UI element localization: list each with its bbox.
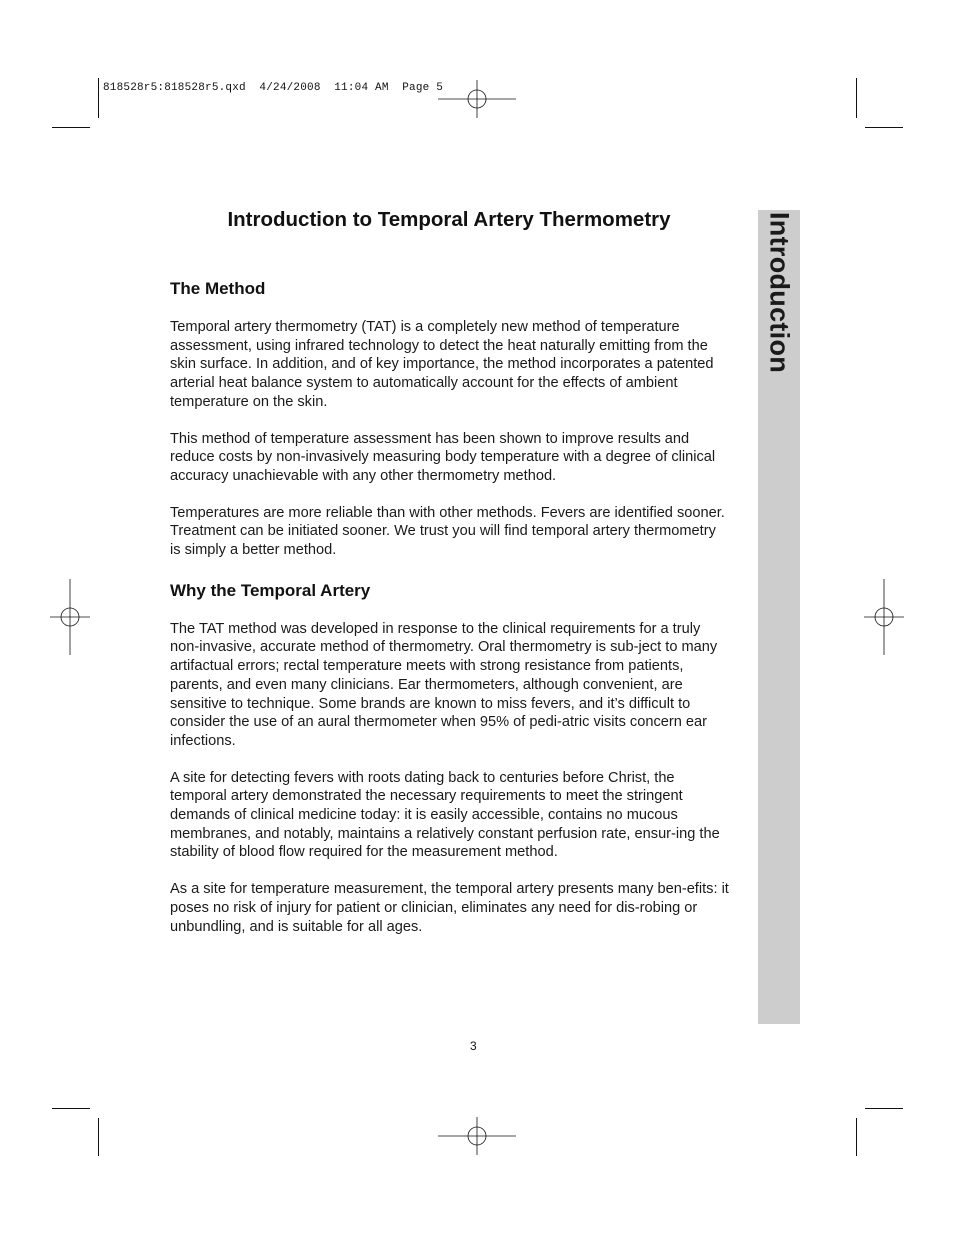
crop-mark-bottom-left-horizontal (52, 1108, 90, 1109)
registration-mark-top-icon (438, 78, 516, 118)
registration-mark-left-icon (50, 579, 90, 655)
crop-mark-bottom-left-vertical (98, 1118, 99, 1156)
crop-mark-bottom-right-vertical (856, 1118, 857, 1156)
why-paragraph-3: As a site for temperature measurement, the temporal artery presents many ben-efits: it poses no risk of injury for patient or clinician, eliminates any need for dis-robing or unbundling, and is suitable for all ages. (170, 881, 729, 935)
crop-mark-top-right-horizontal (865, 127, 903, 128)
crop-mark-top-left-horizontal (52, 127, 90, 128)
main-content (170, 206, 730, 936)
registration-mark-bottom-icon (438, 1117, 516, 1157)
crop-mark-bottom-right-horizontal (865, 1108, 903, 1109)
method-paragraph-2: This method of temperature assessment has been shown to improve results and reduce costs by non-invasively measuring body temperature with a degree of clinical accuracy unachievable with any other thermometry method. (170, 430, 716, 484)
registration-mark-right-icon (864, 579, 904, 655)
crop-mark-top-right-vertical (856, 78, 857, 118)
page-title: Introduction to Temporal Artery Thermometry (227, 208, 671, 231)
chapter-side-tab-label: Introduction (764, 212, 795, 374)
print-slug-line: 818528r5:818528r5.qxd 4/24/2008 11:04 AM Page 5 (103, 82, 444, 94)
section-heading-the-method: The Method (170, 279, 266, 298)
why-paragraph-2: A site for detecting fevers with roots dating back to centuries before Christ, the temporal artery demonstrated the necessary requirements to meet the stringent demands of clinical medicine today: it is easily accessible, contains no mucous membranes, and notably, maintains a relatively constant perfusion rate, ensur-ing the stability of blood flow required for the measurement method. (170, 769, 720, 861)
page-number: 3 (470, 1039, 477, 1053)
why-paragraph-1: The TAT method was developed in response to the clinical requirements for a truly non-invasive, accurate method of thermometry. Oral thermometry is sub-ject to many artifactual errors; rectal temperature meets with strong resistance from patients, parents, and even many clinicians. Ear thermometers, although convenient, are sensitive to technique. Some brands are known to miss fevers, and it’s difficult to consider the use of an aural thermometer when 95% of pedi-atric visits concern ear infections. (170, 620, 718, 749)
method-paragraph-3: Temperatures are more reliable than with other methods. Fevers are identified sooner. Treatment can be initiated sooner. We trust you will find temporal artery thermometry is simply a better method. (170, 504, 725, 559)
method-paragraph-1: Temporal artery thermometry (TAT) is a completely new method of temperature assessment, using infrared technology to detect the heat naturally emitting from the skin surface. In addition, and of key importance, the method incorporates a patented arterial heat balance system to automatically account for the effects of ambient temperature on the skin. (170, 319, 714, 410)
section-heading-why-temporal-artery: Why the Temporal Artery (170, 580, 371, 600)
crop-mark-top-left-vertical (98, 78, 99, 118)
